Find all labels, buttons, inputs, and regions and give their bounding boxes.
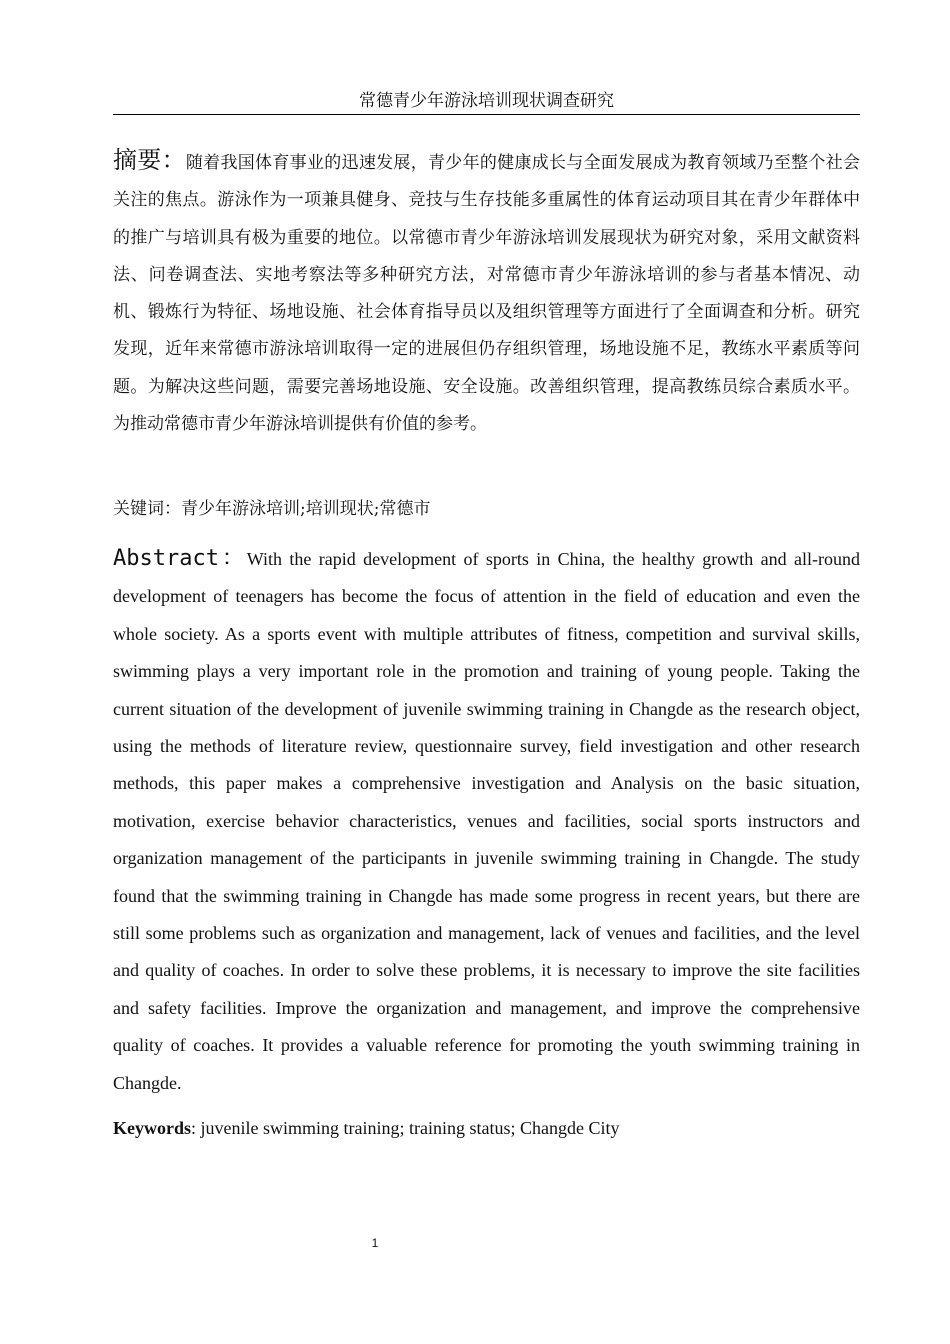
chinese-abstract-label: 摘要： [113, 146, 186, 174]
header-title: 常德青少年游泳培训现状调查研究 [359, 91, 614, 111]
english-abstract [113, 540, 860, 1102]
page-number: 1 [371, 1236, 379, 1250]
chinese-abstract [113, 142, 860, 443]
chinese-keywords: 关键词：青少年游泳培训;培训现状;常德市 [113, 499, 431, 519]
english-keywords [113, 1112, 860, 1144]
english-keywords-label: Keywords [113, 1118, 191, 1138]
chinese-abstract-text: 随着我国体育事业的迅速发展，青少年的健康成长与全面发展成为教育领域乃至整个社会关注的焦点。游泳作为一项兼具健身、竞技与生存技能多重属性的体育运动项目其在青少年群体中的推广与培训具有极为重要的地位。以常德市青少年游泳培训发展现状为研究对象，采用文献资料法、问卷调查法、实地考察法等多种研究方法，对常德市青少年游泳培训的参与者基本情况、动机、锻炼行为特征、场地设施、社会体育指导员以及组织管理等方面进行了全面调查和分析。研究发现，近年来常德市游泳培训取得一定的进展但仍存组织管理，场地设施不足，教练水平素质等问题。为解决这些问题，需要完善场地设施、安全设施。改善组织管理，提高教练员综合素质水平。为推动常德市青少年游泳培训提供有价值的参考。 [113, 153, 861, 435]
english-keywords-text: : juvenile swimming training; training status; Changde City [191, 1118, 620, 1138]
english-abstract-text: With the rapid development of sports in China, the healthy growth and all-round development of teenagers has become the focus of attention in the field of education and even the whole society. As a sports event with multiple attributes of fitness, competition and survival skills, swimming plays a very important role in the promotion and training of young people. Taking the current situation of the development of juvenile swimming training in Changde as the research object, using the methods of literature review, questionnaire survey, field investigation and other research methods, this paper makes a comprehensive investigation and Analysis on the basic situation, motivation, exercise behavior characteristics, venues and facilities, social sports instructors and organization management of the participants in juvenile swimming training in Changde. The study found that the swimming training in Changde has made some progress in recent years, but there are still some problems such as organization and management, lack of venues and facilities, and the level and quality of coaches. In order to solve these problems, it is necessary to improve the site facilities and safety facilities. Improve the organization and management, and improve the comprehensive quality of coaches. It provides a valuable reference for promoting the youth swimming training in Changde. [113, 549, 860, 1093]
english-abstract-label: Abstract： [113, 546, 247, 571]
running-header [113, 90, 860, 115]
